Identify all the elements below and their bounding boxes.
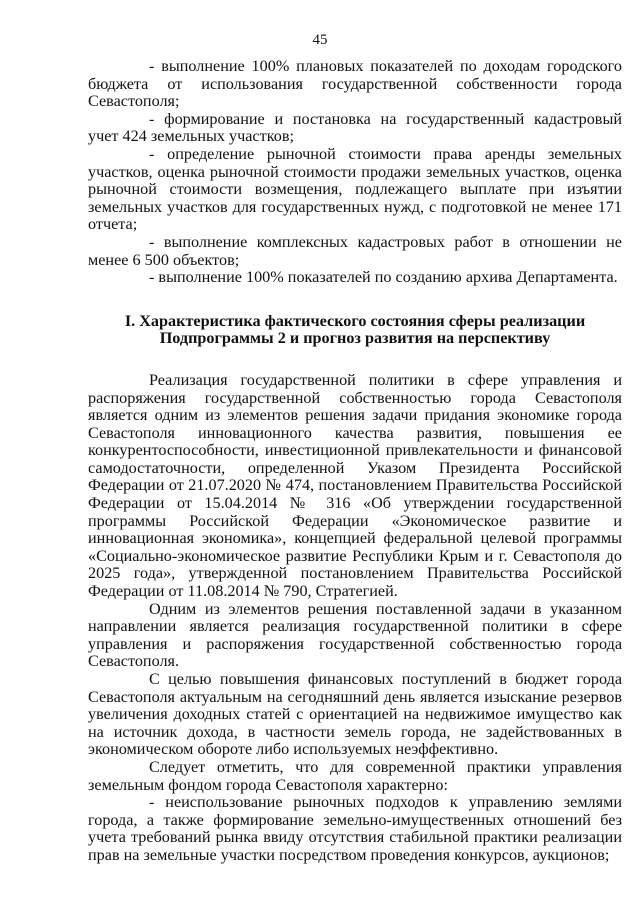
page-content xyxy=(88,58,622,865)
bullet-item: - неиспользование рыночных подходов к управлению землями города, а также формирование земельно-имущественных отношений без учета требований рынка ввиду отсутствия стабильной практики реализации прав на земельные участки посредством проведения конкурсов, аукционов; xyxy=(88,793,622,864)
bullet-item: - определение рыночной стоимости права аренды земельных участков, оценка рыночной стоимости продажи земельных участков, оценка рыночной стоимости возмещения, подлежащего выплате при изъятии земельных участков для государственных нужд, с подготовкой не менее 171 отчета; xyxy=(88,144,622,234)
section-heading-line1: I. Характеристика фактического состояния сферы реализации xyxy=(124,311,586,330)
body-paragraph: С целью повышения финансовых поступлений в бюджет города Севастополя актуальным на сегодняшний день является изыскание резервов увеличения доходных статей с ориентацией на недвижимое имущество как на источник дохода, в частности земель города, не задействованных в экономическом обороте либо используемых неэффективно. xyxy=(88,670,622,759)
body-paragraph: Следует отметить, что для современной практики управления земельным фондом города Севастополя характерно: xyxy=(88,757,622,794)
body-paragraph: Одним из элементов решения поставленной задачи в указанном направлении является реализация государственной политики в сфере управления и распоряжения государственной собственностью города Севастополя. xyxy=(88,599,622,671)
bullet-item: - выполнение 100% плановых показателей по доходам городского бюджета от использования государственной собственности города Севастополя; xyxy=(88,57,622,111)
bullet-item: - выполнение 100% показателей по созданию архива Департамента. xyxy=(149,268,618,287)
bullet-item: - выполнение комплексных кадастровых работ в отношении не менее 6 500 объектов; xyxy=(88,232,622,269)
section-heading-line2: Подпрограммы 2 и прогноз развития на перспективу xyxy=(159,329,551,348)
section-heading xyxy=(88,313,622,348)
body-paragraph: Реализация государственной политики в сфере управления и распоряжения государственной собственностью города Севастополя является одним из элементов решения задачи придания экономике города Севастополя инновационного качества развития, повышения ее конкурентоспособности, инвестиционной привлекательности и финансовой самодостаточности, определенной Указом Президента Российской Федерации от 21.07.2020 № 474, постановлением Правительства Российской Федерации от 15.04.2014 № 316 «Об утверждении государственной программы Российской Федерации «Экономическое развитие и инновационная экономика», концепцией федеральной целевой программы «Социально-экономическое развитие Республики Крым и г. Севастополя до 2025 года», утвержденной постановлением Правительства Российской Федерации от 11.08.2014 № 790, Стратегией. xyxy=(88,370,622,601)
bullet-item: - формирование и постановка на государственный кадастровый учет 424 земельных участков; xyxy=(88,109,622,146)
page-number: 45 xyxy=(312,32,328,48)
